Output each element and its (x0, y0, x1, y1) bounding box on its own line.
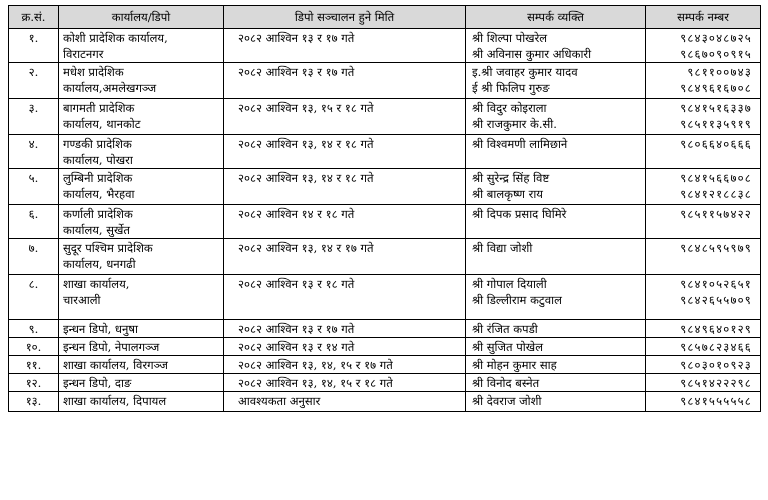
contact-number-cell (646, 135, 761, 169)
office-name-line: शाखा कार्यालय, विरगञ्ज (63, 358, 168, 372)
office-name-line: चारआली (63, 293, 101, 307)
header-date: डिपो सञ्चालन हुने मिति (224, 6, 466, 29)
serial-number-cell: ९. (9, 320, 59, 338)
contact-number-cell (646, 275, 761, 320)
serial-number-cell: ७. (9, 239, 59, 275)
office-cell (59, 135, 224, 169)
header-contact-number: सम्पर्क नम्बर (646, 6, 761, 29)
office-name-line: शाखा कार्यालय, (63, 277, 130, 291)
contact-phone-number: ९८०३०१०९२३ (680, 358, 752, 372)
office-cell (59, 205, 224, 239)
contact-number-cell (646, 338, 761, 356)
contact-number-cell (646, 169, 761, 205)
contact-person-name: श्री सुरेन्द्र सिंह विष्ट (472, 171, 550, 185)
serial-number-cell: ८. (9, 275, 59, 320)
office-cell (59, 392, 224, 412)
office-name-line: गण्डकी प्रादेशिक (63, 137, 132, 151)
contact-person-name: श्री शिल्पा पोखरेल (472, 31, 548, 45)
table-row (9, 392, 761, 412)
contact-person-cell (466, 63, 646, 99)
table-row (9, 239, 761, 275)
contact-phone-number: ९८४१५५५५५८ (680, 394, 752, 408)
office-cell (59, 29, 224, 63)
contact-phone-number: ९८११००७४३ (687, 65, 752, 79)
office-name-line: कार्यालय, धनगढी (63, 257, 136, 271)
depot-contact-table (8, 5, 761, 412)
contact-person-name: श्री गोपाल दियाली (472, 277, 547, 291)
contact-number-cell (646, 29, 761, 63)
operation-date-cell: २०८२ आश्विन १४ र १८ गते (224, 205, 466, 239)
contact-number-cell (646, 392, 761, 412)
contact-person-cell (466, 205, 646, 239)
operation-date-cell: २०८२ आश्विन १३ र १४ गते (224, 338, 466, 356)
serial-number-cell: १०. (9, 338, 59, 356)
contact-person-name: श्री विदुर कोइराला (472, 101, 547, 115)
operation-date-cell: २०८२ आश्विन १३, १४, १५ र १८ गते (224, 374, 466, 392)
header-office: कार्यालय/डिपो (59, 6, 224, 29)
office-cell (59, 356, 224, 374)
header-contact-person: सम्पर्क व्यक्ति (466, 6, 646, 29)
office-cell (59, 320, 224, 338)
office-name-line: लुम्बिनी प्रादेशिक (63, 171, 133, 185)
office-name-line: सुदूर पश्चिम प्रादेशिक (63, 241, 153, 255)
contact-phone-number: ९८४९६१६७०८ (680, 81, 752, 95)
office-name-line: शाखा कार्यालय, दिपायल (63, 394, 167, 408)
contact-person-name: श्री रंजित कपडी (472, 322, 538, 336)
contact-phone-number: ९८४१२१८८३८ (680, 187, 752, 201)
contact-phone-number: ९८०६६४०६६६ (680, 137, 752, 151)
office-name-line: कार्यालय, पोखरा (63, 153, 133, 167)
contact-phone-number: ९८४१५६६७०८ (680, 171, 752, 185)
office-cell (59, 169, 224, 205)
operation-date-cell: २०८२ आश्विन १३, १४ र १७ गते (224, 239, 466, 275)
table-row (9, 374, 761, 392)
serial-number-cell: १३. (9, 392, 59, 412)
operation-date-cell: २०८२ आश्विन १३, १४ र १८ गते (224, 135, 466, 169)
office-name-line: इन्धन डिपो, धनुषा (63, 322, 138, 336)
office-name-line: विराटनगर (63, 47, 104, 61)
table-row (9, 63, 761, 99)
contact-phone-number: ९८५११५७४२२ (680, 207, 752, 221)
contact-person-cell (466, 29, 646, 63)
contact-phone-number: ९८५११३५९१९ (680, 117, 752, 131)
contact-person-name: श्री देवराज जोशी (472, 394, 542, 408)
contact-person-name: श्री मोहन कुमार साह (472, 358, 557, 372)
office-name-line: कर्णाली प्रादेशिक (63, 207, 133, 221)
contact-person-cell (466, 392, 646, 412)
operation-date-cell: २०८२ आश्विन १३, १५ र १८ गते (224, 99, 466, 135)
contact-person-cell (466, 135, 646, 169)
serial-number-cell: ५. (9, 169, 59, 205)
contact-number-cell (646, 320, 761, 338)
contact-person-name: ई श्री फिलिप गुरुङ (472, 81, 550, 95)
office-name-line: कार्यालय, थानकोट (63, 117, 141, 131)
contact-person-cell (466, 374, 646, 392)
office-name-line: इन्धन डिपो, दाङ (63, 376, 132, 390)
contact-number-cell (646, 99, 761, 135)
contact-phone-number: ९८४९६४०१२९ (680, 322, 752, 336)
office-name-line: कार्यालय, भैरहवा (63, 187, 135, 201)
contact-phone-number: ९८५७८२३४६६ (680, 340, 752, 354)
contact-phone-number: ९८४३०४८७२५ (680, 31, 752, 45)
operation-date-cell: २०८२ आश्विन १३, १४ र १८ गते (224, 169, 466, 205)
operation-date-cell: २०८२ आश्विन १३ र १७ गते (224, 320, 466, 338)
contact-person-cell (466, 99, 646, 135)
contact-phone-number: ९८४२६५५७०९ (680, 293, 752, 307)
office-name-line: कोशी प्रादेशिक कार्यालय, (63, 31, 168, 45)
contact-phone-number: ९८६७०९०९१५ (680, 47, 752, 61)
operation-date-cell: आवश्यकता अनुसार (224, 392, 466, 412)
contact-phone-number: ९८४१०५२६५१ (680, 277, 752, 291)
table-row (9, 169, 761, 205)
serial-number-cell: ६. (9, 205, 59, 239)
office-cell (59, 275, 224, 320)
contact-number-cell (646, 356, 761, 374)
contact-person-cell (466, 169, 646, 205)
table-row (9, 99, 761, 135)
serial-number-cell: ११. (9, 356, 59, 374)
table-header-row (9, 6, 761, 29)
contact-number-cell (646, 205, 761, 239)
table-row (9, 320, 761, 338)
office-name-line: कार्यालय, सुर्खेत (63, 223, 130, 237)
contact-person-name: श्री विद्या जोशी (472, 241, 533, 255)
contact-person-name: श्री विश्वमणी लामिछाने (472, 137, 568, 151)
contact-number-cell (646, 374, 761, 392)
contact-person-name: इ.श्री जवाहर कुमार यादव (472, 65, 578, 79)
table-row (9, 356, 761, 374)
serial-number-cell: ४. (9, 135, 59, 169)
office-cell (59, 63, 224, 99)
contact-person-name: श्री बालकृष्ण राय (472, 187, 543, 201)
contact-person-name: श्री सुजित पोखेल (472, 340, 543, 354)
operation-date-cell: २०८२ आश्विन १३, १४, १५ र १७ गते (224, 356, 466, 374)
office-cell (59, 99, 224, 135)
office-name-line: कार्यालय,अमलेखगञ्ज (63, 81, 157, 95)
contact-person-cell (466, 239, 646, 275)
serial-number-cell: ३. (9, 99, 59, 135)
office-cell (59, 239, 224, 275)
table-body (9, 29, 761, 412)
serial-number-cell: १. (9, 29, 59, 63)
table-row (9, 205, 761, 239)
table-row (9, 338, 761, 356)
office-name-line: बागमती प्रादेशिक (63, 101, 135, 115)
table-row (9, 275, 761, 320)
operation-date-cell: २०८२ आश्विन १३ र १७ गते (224, 63, 466, 99)
contact-person-name: श्री डिल्लीराम कटुवाल (472, 293, 562, 307)
contact-person-name: श्री विनोद बस्नेत (472, 376, 540, 390)
contact-person-name: श्री राजकुमार के.सी. (472, 117, 557, 131)
serial-number-cell: २. (9, 63, 59, 99)
contact-phone-number: ९८४१५१६३३७ (680, 101, 752, 115)
contact-person-cell (466, 356, 646, 374)
table-row (9, 29, 761, 63)
serial-number-cell: १२. (9, 374, 59, 392)
contact-person-cell (466, 275, 646, 320)
contact-person-cell (466, 338, 646, 356)
contact-person-name: श्री अविनास कुमार अधिकारी (472, 47, 592, 61)
contact-phone-number: ९८४८५९५९७९ (680, 241, 752, 255)
contact-person-name: श्री दिपक प्रसाद घिमिरे (472, 207, 567, 221)
contact-number-cell (646, 63, 761, 99)
office-cell (59, 374, 224, 392)
office-cell (59, 338, 224, 356)
contact-phone-number: ९८५१४२२२९८ (680, 376, 752, 390)
office-name-line: मधेश प्रादेशिक (63, 65, 124, 79)
contact-number-cell (646, 239, 761, 275)
contact-person-cell (466, 320, 646, 338)
office-name-line: इन्धन डिपो, नेपालगञ्ज (63, 340, 160, 354)
table-row (9, 135, 761, 169)
header-serial: क्र.सं. (9, 6, 59, 29)
operation-date-cell: २०८२ आश्विन १३ र १७ गते (224, 29, 466, 63)
operation-date-cell: २०८२ आश्विन १३ र १८ गते (224, 275, 466, 320)
